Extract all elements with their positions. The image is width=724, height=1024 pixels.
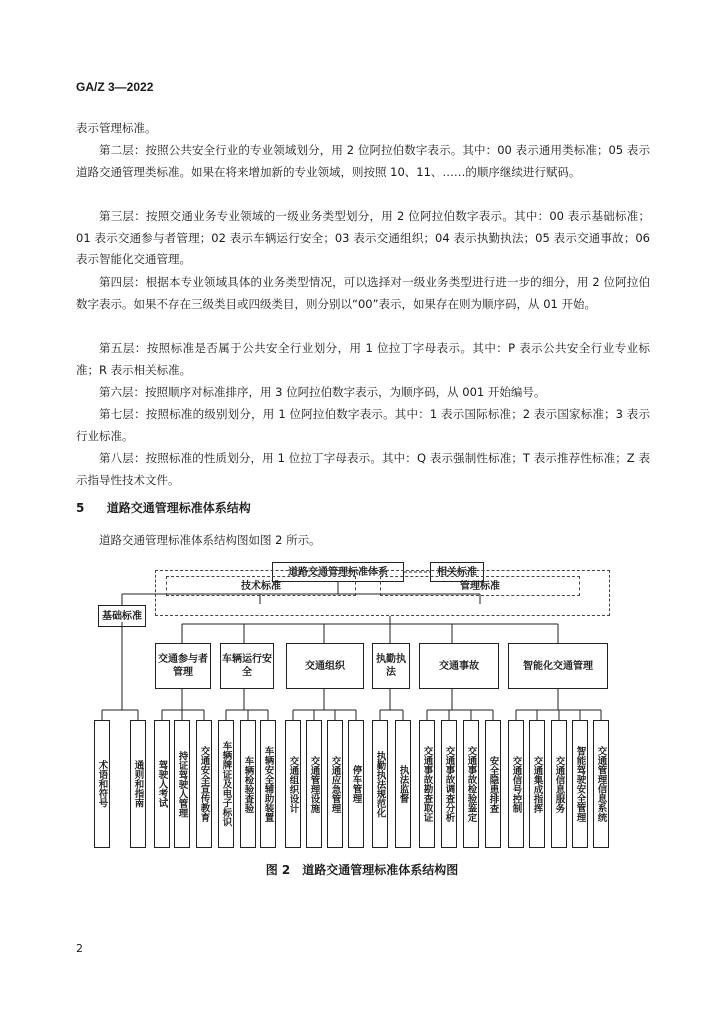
leaf-box: 交通集成指挥 (529, 720, 545, 848)
leaf-box: 交通管理设施 (306, 720, 322, 848)
leaf-box: 交通信息服务 (551, 720, 567, 848)
doc-id: GA/Z 3—2022 (76, 80, 154, 94)
basic-standards-box: 基础标准 (98, 605, 146, 627)
leaf-box: 智能驾驶安全管理 (572, 720, 588, 848)
leaf-box: 停车管理 (348, 720, 364, 848)
category-box: 交通组织 (286, 643, 364, 689)
category-box: 交通参与者管理 (155, 643, 211, 689)
paragraph: 第四层：根据本专业领域具体的业务类型情况，可以选择对一级业务类型进行进一步的细分，用 2 位阿拉伯数字表示。如果不存在三级类目或四级类目，则分别以“00”表示，如果存在则为顺序码，从 01 开始。 (76, 275, 650, 311)
leaf-box: 通则和指南 (130, 720, 146, 848)
leaf-box: 交通事故调查分析 (441, 720, 457, 848)
category-box: 执勤执法 (372, 643, 410, 689)
figure-caption: 图 2 道路交通管理标准体系结构图 (265, 863, 459, 877)
root-box: 道路交通管理标准体系 (272, 562, 404, 582)
leaf-box: 车辆安全辅助装置 (260, 720, 276, 848)
leaf-box: 术语和符号 (94, 720, 110, 848)
paragraph: 表示管理标准。 (76, 121, 157, 135)
management-standards-box: 管理标准 (380, 576, 580, 596)
leaf-box: 车辆牌证及电子标识 (218, 720, 234, 848)
leaf-box: 交通信号控制 (508, 720, 524, 848)
paragraph: 第三层：按照交通业务专业领域的一级业务类型划分，用 2 位阿拉伯数字表示。其中：00 表示基础标准；01 表示交通参与者管理；02 表示车辆运行安全；03 表示交通组织；04 表示执勤执法；05 表示交通事故；06 表示智能化交通管理。 (76, 209, 650, 266)
section-title: 道路交通管理标准体系结构 (106, 501, 251, 515)
leaf-box: 交通事故勘查取证 (419, 720, 435, 848)
leaf-box: 车辆检验查验 (240, 720, 256, 848)
leaf-box: 执法监督 (395, 720, 411, 848)
leaf-box: 交通安全宣传教育 (196, 720, 212, 848)
paragraph: 第五层：按照标准是否属于公共安全行业划分，用 1 位拉丁字母表示。其中：P 表示公共安全行业专业标准；R 表示相关标准。 (76, 341, 650, 377)
category-box: 交通事故 (419, 643, 499, 689)
section-number: 5 (76, 501, 85, 515)
leaf-box: 持证驾驶人管理 (174, 720, 190, 848)
paragraph: 第八层：按照标准的性质划分，用 1 位拉丁字母表示。其中：Q 表示强制性标准；T 表示推荐性标准；Z 表示指导性技术文件。 (76, 451, 650, 487)
leaf-box: 交通事故检验鉴定 (463, 720, 479, 848)
paragraph: 第二层：按照公共安全行业的专业领域划分，用 2 位阿拉伯数字表示。其中：00 表示通用类标准；05 表示道路交通管理类标准。如果在将来增加新的专业领域，则按照 10、11、……的顺序继续进行赋码。 (76, 143, 650, 179)
section-intro: 道路交通管理标准体系结构图如图 2 所示。 (99, 533, 321, 547)
leaf-box: 驾驶人考试 (154, 720, 170, 848)
leaf-box: 交通管理信息系统 (593, 720, 609, 848)
paragraph: 第六层：按照顺序对标准排序，用 3 位阿拉伯数字表示，为顺序码，从 001 开始编号。 (99, 385, 546, 399)
category-box: 智能化交通管理 (508, 643, 608, 689)
category-box: 车辆运行安全 (220, 643, 274, 689)
technical-standards-box: 技术标准 (166, 576, 356, 596)
leaf-box: 交通组织设计 (285, 720, 301, 848)
leaf-box: 执勤执法规范化 (372, 720, 388, 848)
leaf-box: 安全隐患排查 (485, 720, 501, 848)
page-number: 2 (76, 942, 83, 955)
related-standards-box: 相关标准 (430, 562, 484, 582)
paragraph: 第七层：按照标准的级别划分，用 1 位阿拉伯数字表示。其中：1 表示国际标准；2 表示国家标准；3 表示行业标准。 (76, 407, 650, 443)
leaf-box: 交通应急管理 (327, 720, 343, 848)
